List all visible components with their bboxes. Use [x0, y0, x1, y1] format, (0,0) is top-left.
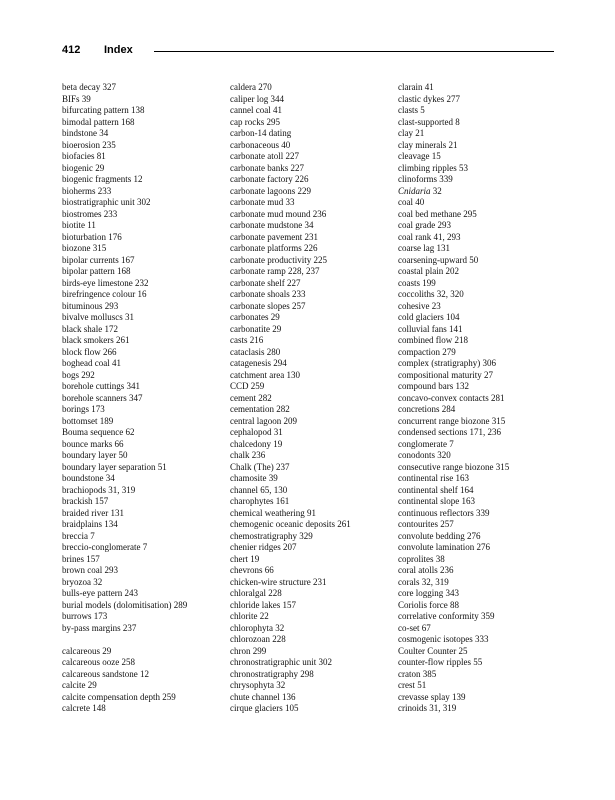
- index-entry: calcite compensation depth 259: [62, 691, 176, 702]
- page-number: 412: [62, 44, 81, 56]
- index-entry: bounce marks 66: [62, 438, 124, 449]
- index-entry: burial models (dolomitisation) 289: [62, 599, 188, 610]
- index-entry: chemogenic oceanic deposits 261: [230, 519, 351, 529]
- index-entry: cirque glaciers 105: [230, 703, 299, 713]
- index-entry: conodonts 320: [398, 450, 451, 460]
- index-entry: chemical weathering 91: [230, 507, 316, 518]
- index-entry: chemostratigraphy 329: [230, 530, 313, 541]
- index-entry: continental shelf 164: [398, 484, 474, 495]
- index-column-3: [398, 82, 573, 715]
- index-entry: chronostratigraphy 298: [230, 668, 314, 679]
- index-entry: compound bars 132: [398, 381, 469, 391]
- index-entry: carbonate mud mound 236: [230, 208, 327, 219]
- index-entry: bioherms 233: [62, 185, 112, 196]
- index-entry: bulls-eye pattern 243: [62, 588, 138, 598]
- index-entry: coarsening-upward 50: [398, 254, 479, 265]
- index-entry: calcrete 148: [62, 703, 106, 713]
- index-entry: conglomerate 7: [398, 438, 454, 449]
- index-entry: convolute bedding 276: [398, 530, 481, 541]
- index-entry: biogenic 29: [62, 162, 105, 173]
- index-entry: carbonate factory 226: [230, 174, 309, 184]
- index-entry: carbonate pavement 231: [230, 231, 318, 242]
- index-entry: convolute lamination 276: [398, 542, 490, 552]
- index-entry: counter-flow ripples 55: [398, 657, 483, 667]
- index-entry: breccia 7: [62, 530, 95, 541]
- index-entry: continental slope 163: [398, 496, 475, 506]
- index-entry: compositional maturity 27: [398, 369, 493, 380]
- index-entry: calcareous 29: [62, 645, 112, 656]
- index-entry: boghead coal 41: [62, 358, 121, 368]
- index-entry: crinoids 31, 319: [398, 703, 457, 713]
- index-entry: brackish 157: [62, 496, 109, 506]
- index-entry: black shale 172: [62, 323, 118, 334]
- index-entry: coccoliths 32, 320: [398, 289, 464, 299]
- index-entry: braided river 131: [62, 507, 124, 518]
- index-entry: bipolar currents 167: [62, 254, 135, 265]
- index-entry: cephalopod 31: [230, 427, 283, 437]
- index-entry: concretions 284: [398, 404, 456, 414]
- index-entry: coral atolls 236: [398, 565, 454, 575]
- index-entry: brown coal 293: [62, 565, 118, 575]
- index-entry: catagenesis 294: [230, 358, 287, 368]
- index-entry: bimodal pattern 168: [62, 116, 135, 127]
- index-entry: birds-eye limestone 232: [62, 277, 149, 288]
- index-entry: climbing ripples 53: [398, 162, 468, 173]
- index-entry: cohesive 23: [398, 300, 441, 311]
- index-entry: channel 65, 130: [230, 484, 288, 495]
- header-rule: [154, 51, 554, 52]
- index-entry: Cnidaria 32: [398, 185, 442, 196]
- index-entry: coal 40: [398, 197, 425, 207]
- index-entry: chronostratigraphic unit 302: [230, 657, 332, 667]
- index-entry: charophytes 161: [230, 496, 290, 506]
- index-entry: chamosite 39: [230, 473, 278, 483]
- index-entry: coprolites 38: [398, 553, 445, 564]
- index-entry: core logging 343: [398, 588, 459, 598]
- index-entry: bipolar pattern 168: [62, 266, 131, 276]
- index-entry: beta decay 327: [62, 82, 116, 92]
- index-entry: carbonate shoals 233: [230, 289, 306, 299]
- index-entry: catchment area 130: [230, 369, 300, 380]
- index-entry: carbonate ramp 228, 237: [230, 266, 320, 276]
- index-entry: borings 173: [62, 404, 105, 414]
- index-entry: chalcedony 19: [230, 438, 283, 449]
- index-entry: chlorite 22: [230, 611, 269, 621]
- index-entry: caldera 270: [230, 82, 272, 92]
- index-entry: calcareous ooze 258: [62, 657, 135, 667]
- index-entry: block flow 266: [62, 346, 117, 357]
- index-entry: borehole scanners 347: [62, 392, 143, 403]
- index-entry: contourites 257: [398, 519, 454, 529]
- index-entry: carbonatite 29: [230, 323, 282, 334]
- index-entry: chenier ridges 207: [230, 542, 297, 552]
- index-entry: brines 157: [62, 553, 100, 564]
- page-header: [62, 44, 554, 60]
- index-entry: calcite 29: [62, 680, 97, 690]
- index-entry: biofacies 81: [62, 151, 106, 161]
- index-entry: boundstone 34: [62, 473, 115, 483]
- index-entry: clastic dykes 277: [398, 93, 460, 104]
- index-entry: Coulter Counter 25: [398, 645, 468, 656]
- index-entry: chlorozoan 228: [230, 634, 286, 644]
- index-entry: carbonate mudstone 34: [230, 220, 314, 230]
- index-entry: biostromes 233: [62, 208, 118, 219]
- index-entry: by-pass margins 237: [62, 622, 137, 633]
- index-entry: casts 216: [230, 335, 264, 345]
- index-entry: carbonate mud 33: [230, 197, 295, 207]
- index-entry: concurrent range biozone 315: [398, 415, 506, 426]
- index-entry: carbonate slopes 257: [230, 300, 306, 311]
- index-entry: continuous reflectors 339: [398, 507, 490, 518]
- index-entry: concavo-convex contacts 281: [398, 392, 505, 403]
- index-entry: corals 32, 319: [398, 576, 449, 587]
- index-entry: BIFs 39: [62, 93, 91, 104]
- index-entry: craton 385: [398, 668, 437, 679]
- index-entry: bifurcating pattern 138: [62, 105, 145, 115]
- index-entry: braidplains 134: [62, 519, 118, 529]
- index-entry: birefringence colour 16: [62, 289, 147, 299]
- index-entry: coal grade 293: [398, 220, 451, 230]
- index-entry: chicken-wire structure 231: [230, 576, 327, 587]
- index-entry: coal bed methane 295: [398, 208, 477, 219]
- index-entry: clasts 5: [398, 105, 425, 115]
- index-entry: co-set 67: [398, 622, 431, 633]
- index-entry: coasts 199: [398, 277, 436, 288]
- index-entry: carbonate atoll 227: [230, 151, 299, 161]
- index-entry: bryozoa 32: [62, 576, 103, 587]
- index-entry: coarse lag 131: [398, 243, 450, 253]
- index-entry: combined flow 218: [398, 335, 468, 345]
- index-entry: chevrons 66: [230, 565, 274, 575]
- index-entry: consecutive range biozone 315: [398, 461, 510, 472]
- index-entry: bogs 292: [62, 369, 95, 380]
- index-entry: clinoforms 339: [398, 174, 453, 184]
- index-entry: carbonates 29: [230, 312, 280, 322]
- index-entry: caliper log 344: [230, 93, 284, 104]
- index-entry: biogenic fragments 12: [62, 174, 143, 184]
- index-entry: crevasse splay 139: [398, 691, 466, 702]
- index-entry: biozone 315: [62, 243, 107, 253]
- index-entry: complex (stratigraphy) 306: [398, 358, 496, 368]
- index-entry: cementation 282: [230, 404, 290, 414]
- index-entry: carbonate platforms 226: [230, 243, 318, 253]
- index-column-2: [230, 82, 405, 715]
- index-entry: cosmogenic isotopes 333: [398, 634, 489, 644]
- index-entry: colluvial fans 141: [398, 323, 463, 334]
- index-entry: bindstone 34: [62, 128, 109, 138]
- index-entry: compaction 279: [398, 346, 456, 357]
- index-entry: cataclasis 280: [230, 346, 281, 357]
- index-entry: condensed sections 171, 236: [398, 427, 501, 437]
- index-entry: biotite 11: [62, 220, 96, 230]
- index-entry: chloride lakes 157: [230, 599, 296, 610]
- index-entry: chrysophyta 32: [230, 680, 286, 690]
- index-entry: carbonate banks 227: [230, 162, 304, 173]
- index-entry: breccio-conglomerate 7: [62, 542, 148, 552]
- page-title: Index: [104, 44, 133, 56]
- index-entry: carbon-14 dating: [230, 128, 292, 138]
- index-entry: cold glaciers 104: [398, 312, 460, 322]
- index-entry: correlative conformity 359: [398, 611, 495, 621]
- index-entry: coastal plain 202: [398, 266, 459, 276]
- index-entry: brachiopods 31, 319: [62, 484, 136, 495]
- index-entry: chute channel 136: [230, 691, 296, 702]
- index-entry: carbonaceous 40: [230, 139, 291, 150]
- index-entry: chron 299: [230, 645, 267, 656]
- index-entry: clast-supported 8: [398, 116, 460, 127]
- index-entry: continental rise 163: [398, 473, 469, 483]
- index-entry: chlorophyta 32: [230, 622, 285, 633]
- index-entry: bivalve molluscs 31: [62, 312, 134, 322]
- index-entry: carbonate shelf 227: [230, 277, 301, 288]
- index-entry: black smokers 261: [62, 335, 130, 345]
- index-entry: chalk 236: [230, 450, 266, 460]
- index-entry: bioerosion 235: [62, 139, 116, 150]
- index-entry: chert 19: [230, 553, 260, 564]
- index-entry: Chalk (The) 237: [230, 461, 290, 472]
- index-entry: boundary layer separation 51: [62, 461, 167, 472]
- index-entry: biostratigraphic unit 302: [62, 197, 151, 207]
- index-entry: cement 282: [230, 392, 272, 403]
- index-entry: cannel coal 41: [230, 105, 282, 115]
- index-entry: chloralgal 228: [230, 588, 282, 598]
- index-entry: boundary layer 50: [62, 450, 128, 460]
- index-entry: bioturbation 176: [62, 231, 122, 242]
- index-entry: clay 21: [398, 128, 425, 138]
- index-entry: clay minerals 21: [398, 139, 458, 150]
- index-entry: crest 51: [398, 680, 427, 690]
- index-entry: cleavage 15: [398, 151, 441, 161]
- index-column-1: [62, 82, 237, 715]
- section-gap: [62, 634, 237, 646]
- index-entry: carbonate productivity 225: [230, 254, 327, 265]
- index-entry: Coriolis force 88: [398, 599, 459, 610]
- index-entry: CCD 259: [230, 381, 265, 391]
- index-entry: Bouma sequence 62: [62, 427, 135, 437]
- index-entry: calcareous sandstone 12: [62, 668, 149, 679]
- index-entry: bottomset 189: [62, 415, 114, 426]
- index-entry: cap rocks 295: [230, 116, 280, 127]
- index-entry: central lagoon 209: [230, 415, 297, 426]
- index-entry: clarain 41: [398, 82, 434, 92]
- index-entry: burrows 173: [62, 611, 108, 621]
- index-entry: bituminous 293: [62, 300, 119, 311]
- index-entry: coal rank 41, 293: [398, 231, 461, 242]
- index-entry: carbonate lagoons 229: [230, 185, 311, 196]
- index-entry: borehole cuttings 341: [62, 381, 140, 391]
